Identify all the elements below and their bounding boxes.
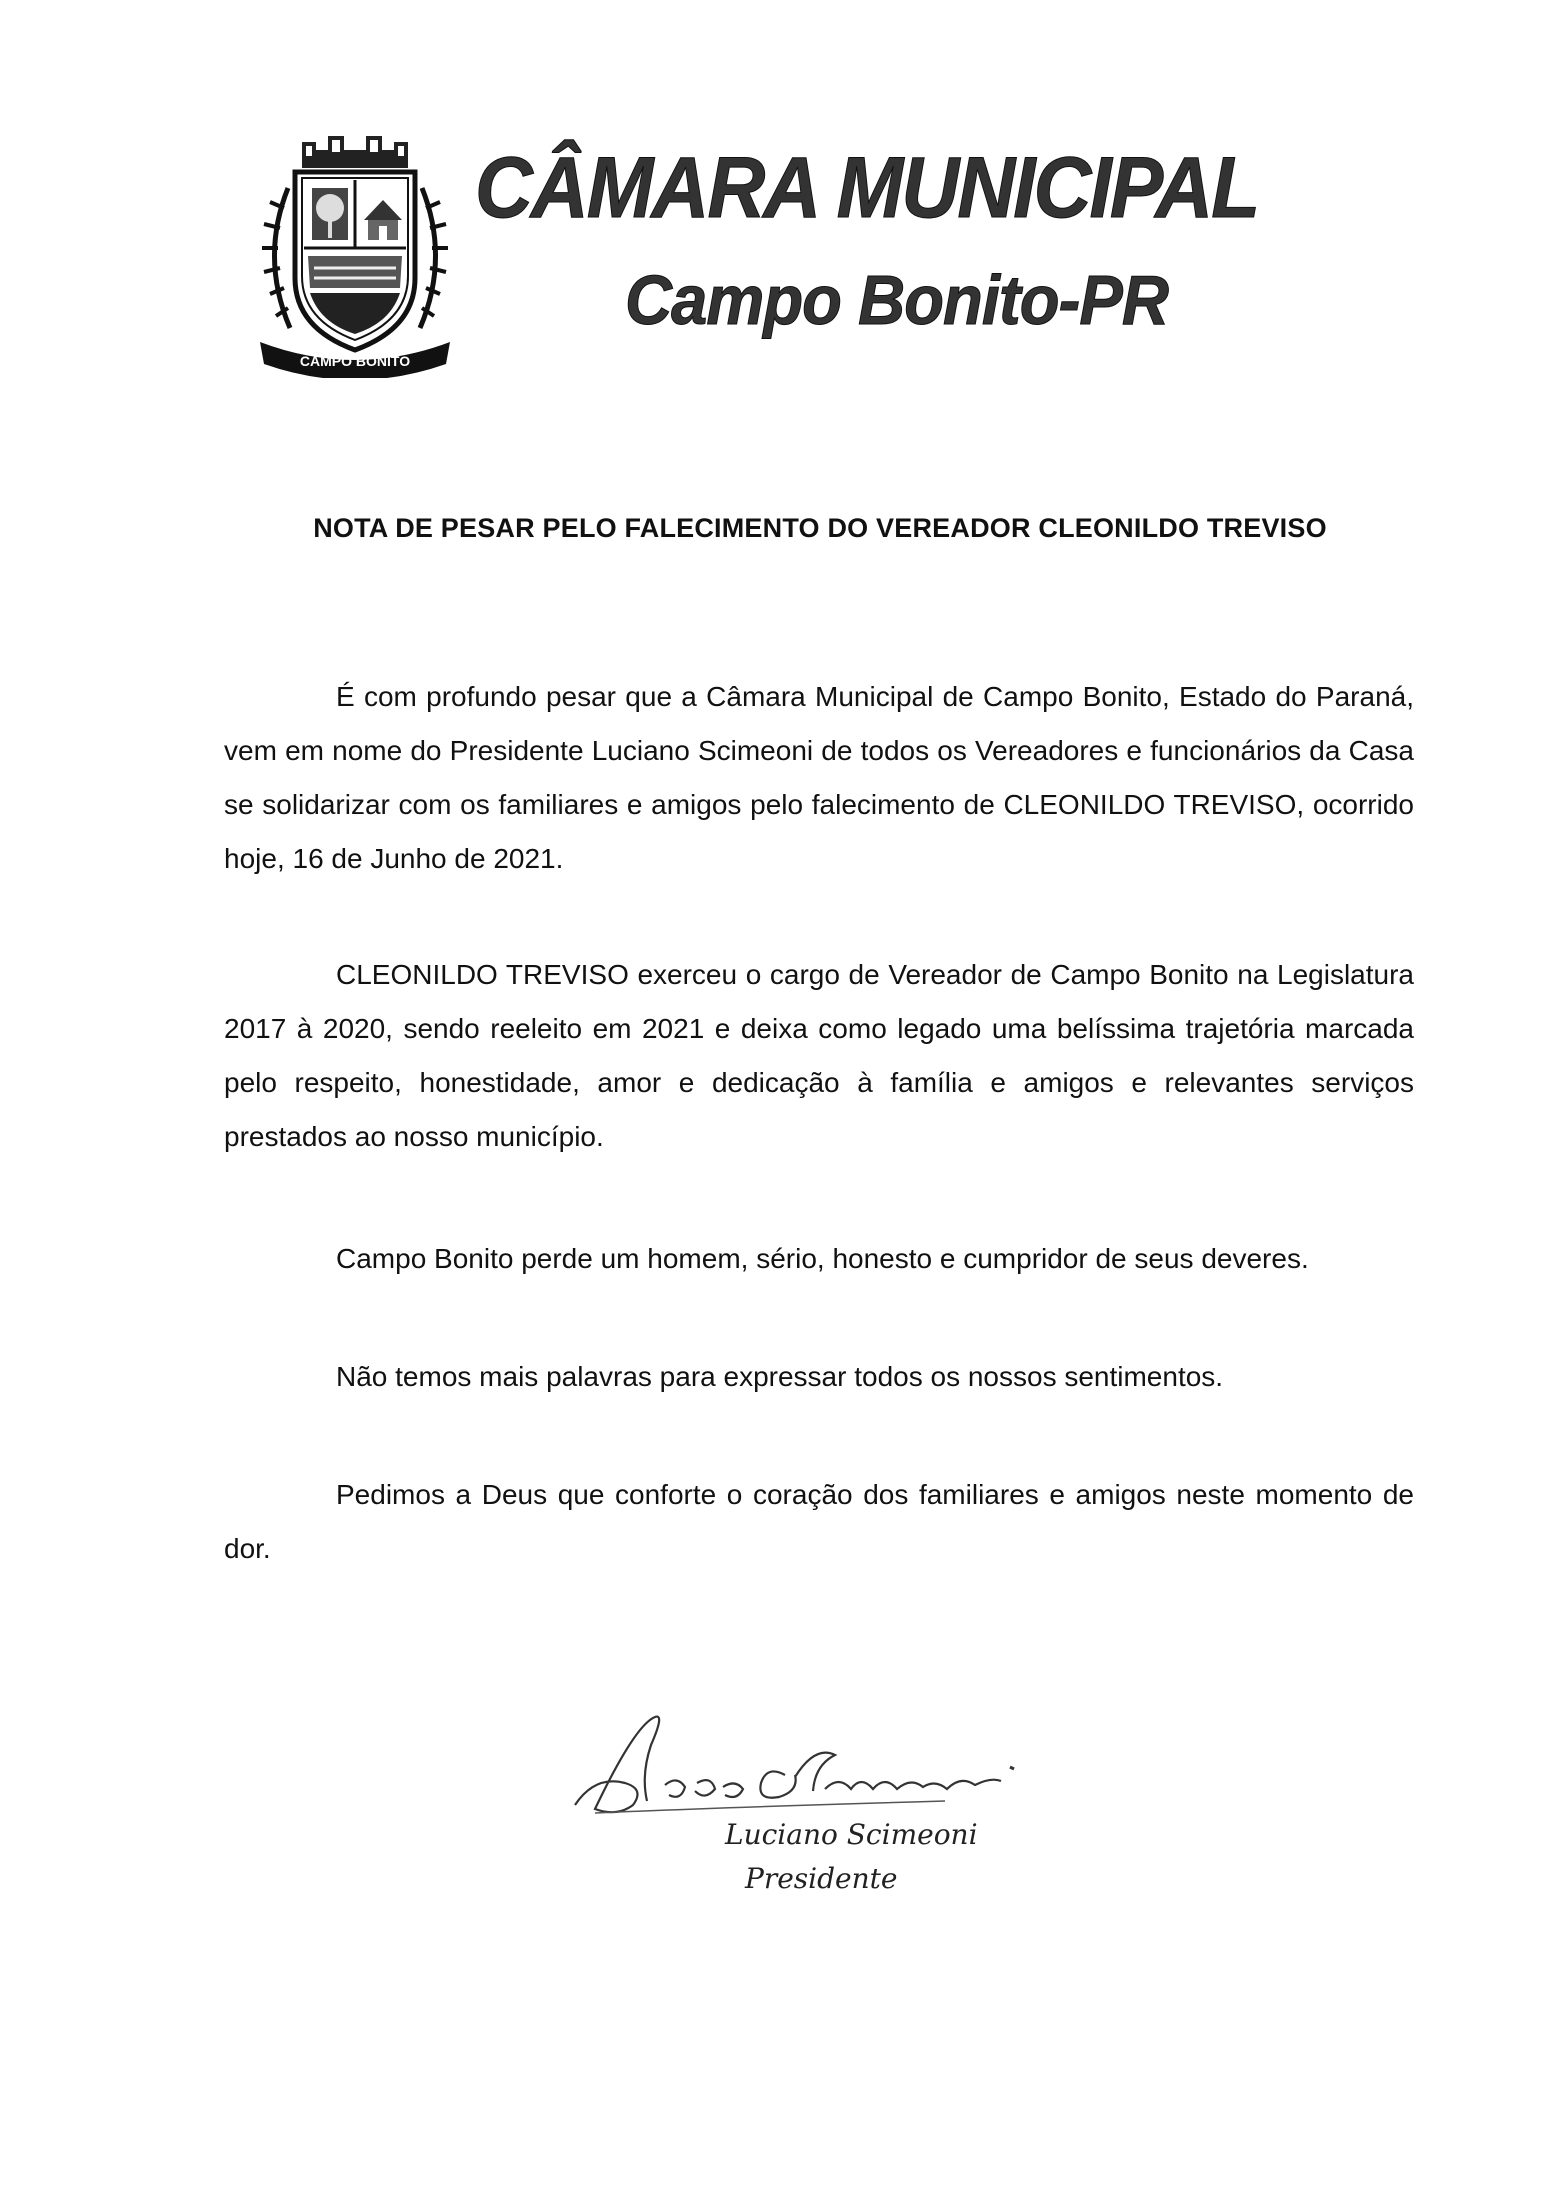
crest-banner-text: CAMPO BONITO bbox=[299, 353, 411, 369]
signatory-role: Presidente bbox=[745, 1862, 898, 1895]
paragraph-1: É com profundo pesar que a Câmara Municipal de Campo Bonito, Estado do Paraná, vem em nome do Presidente Luciano Scimeoni de todos os Vereadores e funcionários da Casa se solidarizar com os familiares e amigos pelo falecimento de CLEONILDO TREVISO, ocorrido hoje, 16 de Junho de 2021. bbox=[224, 681, 1414, 874]
paragraph-5: Pedimos a Deus que conforte o coração dos familiares e amigos neste momento de dor. bbox=[224, 1479, 1414, 1564]
paragraph-3: Campo Bonito perde um homem, sério, honesto e cumpridor de seus deveres. bbox=[336, 1243, 1309, 1274]
institution-name: CÂMARA MUNICIPAL bbox=[475, 140, 1259, 236]
handwritten-signature-icon bbox=[555, 1705, 1115, 1825]
signature-block bbox=[555, 1705, 1115, 1965]
document-title: NOTA DE PESAR PELO FALECIMENTO DO VEREADOR CLEONILDO TREVISO bbox=[313, 513, 1327, 543]
letterhead-brand bbox=[475, 138, 1355, 344]
letterhead bbox=[250, 128, 1360, 378]
municipal-crest-icon bbox=[250, 128, 460, 378]
city-name: Campo Bonito-PR bbox=[625, 261, 1168, 339]
signatory-name: Luciano Scimeoni bbox=[725, 1818, 978, 1851]
paragraph-4: Não temos mais palavras para expressar todos os nossos sentimentos. bbox=[336, 1361, 1224, 1392]
paragraph-2: CLEONILDO TREVISO exerceu o cargo de Vereador de Campo Bonito na Legislatura 2017 à 2020, sendo reeleito em 2021 e deixa como legado uma belíssima trajetória marcada pelo respeito, honestidade, amor e dedicação à família e amigos e relevantes serviços prestados ao nosso município. bbox=[224, 959, 1414, 1152]
